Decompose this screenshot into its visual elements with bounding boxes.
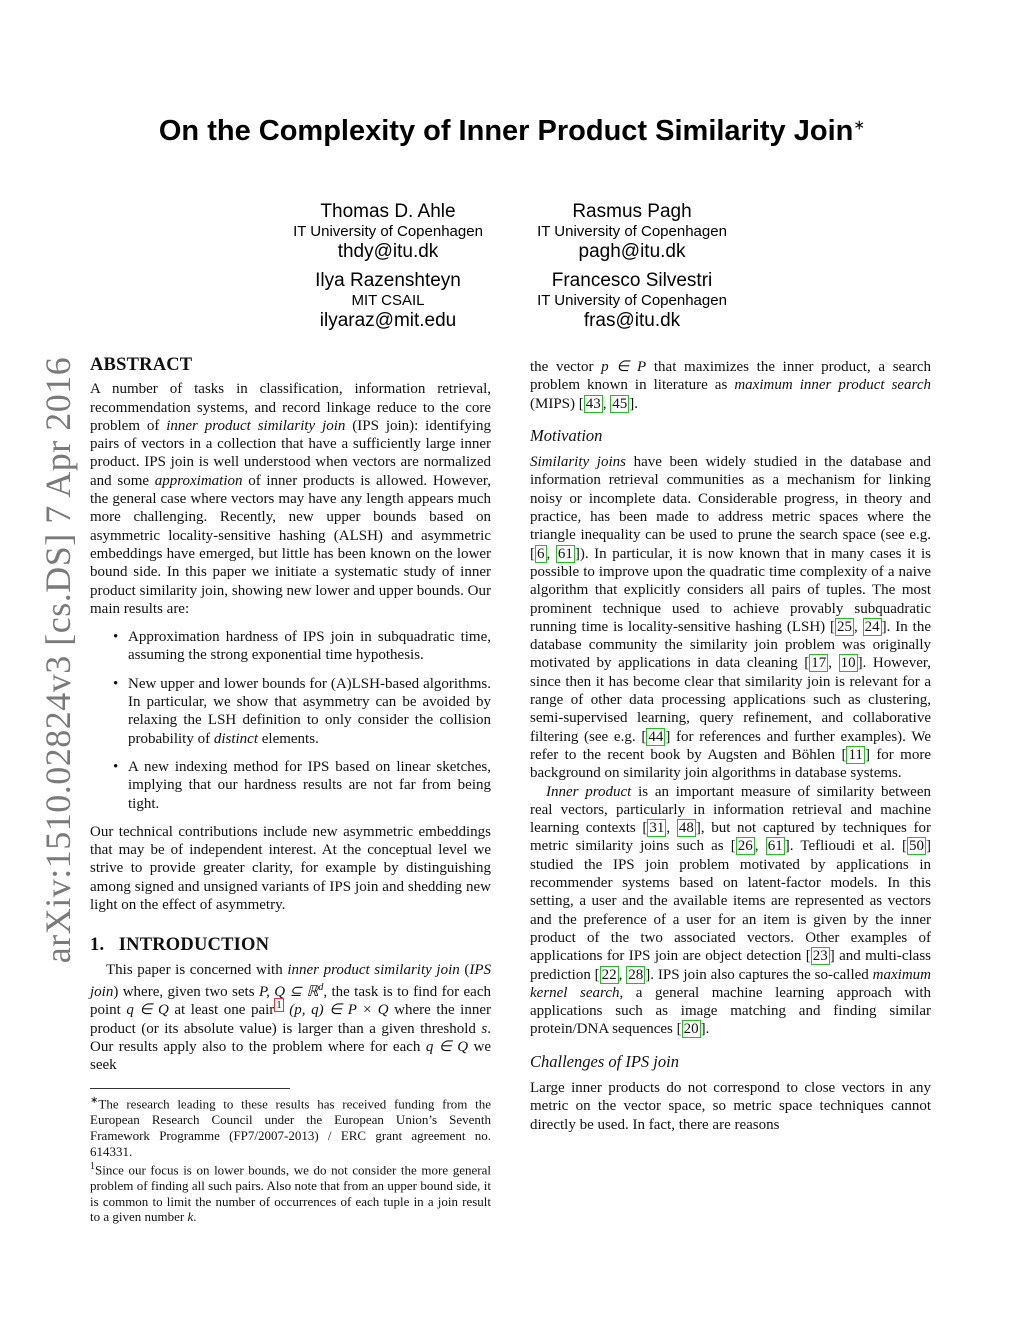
abstract-results-list xyxy=(90,628,491,813)
author-block-silvestri xyxy=(527,270,737,332)
challenges-heading: Challenges of IPS join xyxy=(530,1051,679,1071)
citation-link[interactable]: 45 xyxy=(612,395,628,412)
motivation-paragraph: Similarity joins have been widely studied in the database and information retrieval communities as a mechanism for linking noisy or incomplete data. Considerable progress, in theory and practice, has been made to address metric spaces where the triangle inequality can be used to prune the search space (see e.g. [ 6 , 61 ]). In particular, it is now known that in many cases it is possible to improve upon the quadratic time complexity of a naive algorithm that explicitly considers all pairs of tuples. The most prominent technique used to achieve provably subquadratic running time is locality-sensitive hashing (LSH) [ 25 , 24 ]. In the database community the similarity join problem was originally motivated by applications in data cleaning [ 17 , 10 ]. However, since then it has become clear that similarity join is relevant for a range of other data processing applications such as clustering, semi-supervised learning, query refinement, and collaborative filtering (see e.g. [ 44 ] for references and further examples). We refer to the recent book by Augsten and Böhlen [ 11 ] for more background on similarity join algorithms in database systems. xyxy=(530,454,932,782)
footnote-1-link[interactable]: 1 xyxy=(276,999,282,1012)
list-item: • Approximation hardness of IPS join in subquadratic time, assuming the strong exponential time hypothesis. xyxy=(128,628,491,665)
author-affiliation: IT University of Copenhagen xyxy=(537,223,727,240)
mips-paragraph: the vector p ∈ P that maximizes the inner product, a search problem known in literature as maximum inner product search (MIPS) [ 43 , 45 ]. xyxy=(530,359,931,412)
challenges-paragraph: Large inner products do not correspond to close vectors in any metric on the vector space, so metric space techniques cannot directly be used. In fact, there are reasons xyxy=(530,1079,931,1133)
author-affiliation: IT University of Copenhagen xyxy=(293,223,483,240)
author-name: Thomas D. Ahle xyxy=(320,201,456,222)
citation-link[interactable]: 24 xyxy=(864,618,880,635)
citation-link[interactable]: 61 xyxy=(557,545,573,562)
right-column xyxy=(530,358,931,1134)
citation-link[interactable]: 6 xyxy=(537,545,545,562)
author-email: ilyaraz@mit.edu xyxy=(319,310,457,331)
citation-link[interactable]: 17 xyxy=(811,655,827,672)
citation-link[interactable]: 50 xyxy=(909,838,924,855)
footnote-divider xyxy=(90,1088,290,1089)
author-name: Rasmus Pagh xyxy=(572,201,692,222)
left-column xyxy=(90,356,491,1225)
citation-link[interactable]: 31 xyxy=(649,820,665,837)
title-footnote-mark: ∗ xyxy=(853,116,866,133)
abstract-paragraph-1: A number of tasks in classification, information retrieval, recommendation systems, and record linkage reduce to the core problem of inner product similarity join (IPS join): identifying pairs of vectors in a collection that have a sufficiently large inner product. IPS join is well understood when vectors are normalized and some approximation of inner products is allowed. However, the general case where vectors may have any length appears much more challenging. Recently, new upper bounds based on asymmetric locality-sensitive hashing (ALSH) and asymmetric embeddings have emerged, but little has been known on the lower bound side. In this paper we initiate a systematic study of inner product similarity join, showing new lower and upper bounds. Our main results are: xyxy=(90,381,492,617)
citation-link[interactable]: 48 xyxy=(678,820,694,837)
footnote-funding: ∗The research leading to these results has received funding from the European Research Council under the European Union’s Seventh Framework Programme (FP7/2007-2013) / ERC grant agreement no. 614331. xyxy=(90,1095,491,1159)
inner-product-paragraph: Inner product is an important measure of similarity between real vectors, particularly in information retrieval and machine learning contexts [ 31 , 48 ], but not captured by techniques for metric similarity joins such as [ 26 , 61 ]. Teflioudi et al. [ 50 ] studied the IPS join problem motivated by applications in recommender systems based on latent-factor models. In this setting, a user and the available items are represented as vectors and the preference of a user for an item is given by the inner product of the two associated vectors. Other examples of applications for IPS join are object detection [ 23 ] and multi-class prediction [ 22 , 28 ]. IPS join also captures the so-called maximum kernel search, a general machine learning approach with applications such as image matching and finding similar protein/DNA sequences [ 20 ]. xyxy=(530,783,932,1038)
list-item: • New upper and lower bounds for (A)LSH-based algorithms. In particular, we show that asymmetry can be avoided by relaxing the LSH definition to only consider the collision probability of distinct elements. xyxy=(128,675,491,748)
citation-link[interactable]: 28 xyxy=(628,966,644,983)
list-item: • A new indexing method for IPS based on linear sketches, implying that our hardness results are not far from being tight. xyxy=(128,758,491,813)
arxiv-identifier-stamp: arXiv:1510.02824v3 [cs.DS] 7 Apr 2016 xyxy=(38,356,78,964)
abstract-heading: ABSTRACT xyxy=(90,355,193,375)
author-block-ahle xyxy=(283,201,493,263)
author-email: pagh@itu.dk xyxy=(578,241,686,262)
author-block-razenshteyn xyxy=(283,270,493,332)
footnote-1: $^1$Since our focus is on lower bounds, we do not consider the more general problem of finding all such pairs. Also note that from an upper bound side, it is common to limit the number of occurrences of each tuple in a join result to a given number k. xyxy=(90,1161,491,1225)
paper-title: On the Complexity of Inner Product Similarity Join∗ xyxy=(158,115,866,147)
citation-link[interactable]: 26 xyxy=(737,838,753,855)
citation-link[interactable]: 44 xyxy=(648,728,664,745)
author-block-pagh xyxy=(527,201,737,263)
citation-link[interactable]: 61 xyxy=(767,838,783,855)
author-email: fras@itu.dk xyxy=(583,310,681,331)
author-email: thdy@itu.dk xyxy=(337,241,439,262)
citation-link[interactable]: 25 xyxy=(837,618,853,635)
citation-link[interactable]: 11 xyxy=(848,746,863,763)
motivation-heading: Motivation xyxy=(530,425,603,445)
citation-link[interactable]: 43 xyxy=(585,395,601,412)
citation-link[interactable]: 10 xyxy=(840,655,856,672)
introduction-paragraph: This paper is concerned with inner product similarity join (IPS join) where, given two sets P, Q ⊆ ℝ$^d$, the task is to find for each point q ∈ Q at least one pair $^1$ (p, q) ∈ P × Q where the inner product (or its absolute value) is larger than a given threshold s. Our results apply also to the problem where for each q ∈ Q we seek xyxy=(90,961,492,1074)
introduction-heading: 1. INTRODUCTION xyxy=(90,935,270,956)
citation-link[interactable]: 20 xyxy=(683,1021,699,1038)
abstract-paragraph-2: Our technical contributions include new asymmetric embeddings that may be of independent interest. At the conceptual level we strive to provide greater clarity, for example by distinguishing among signed and unsigned variants of IPS join and shedding new light on the effect of asymmetry. xyxy=(90,823,491,914)
author-affiliation: MIT CSAIL xyxy=(351,292,425,309)
author-name: Francesco Silvestri xyxy=(551,270,713,291)
author-name: Ilya Razenshteyn xyxy=(315,270,461,291)
citation-link[interactable]: 22 xyxy=(601,966,617,983)
author-affiliation: IT University of Copenhagen xyxy=(537,292,727,309)
citation-link[interactable]: 23 xyxy=(812,948,828,965)
